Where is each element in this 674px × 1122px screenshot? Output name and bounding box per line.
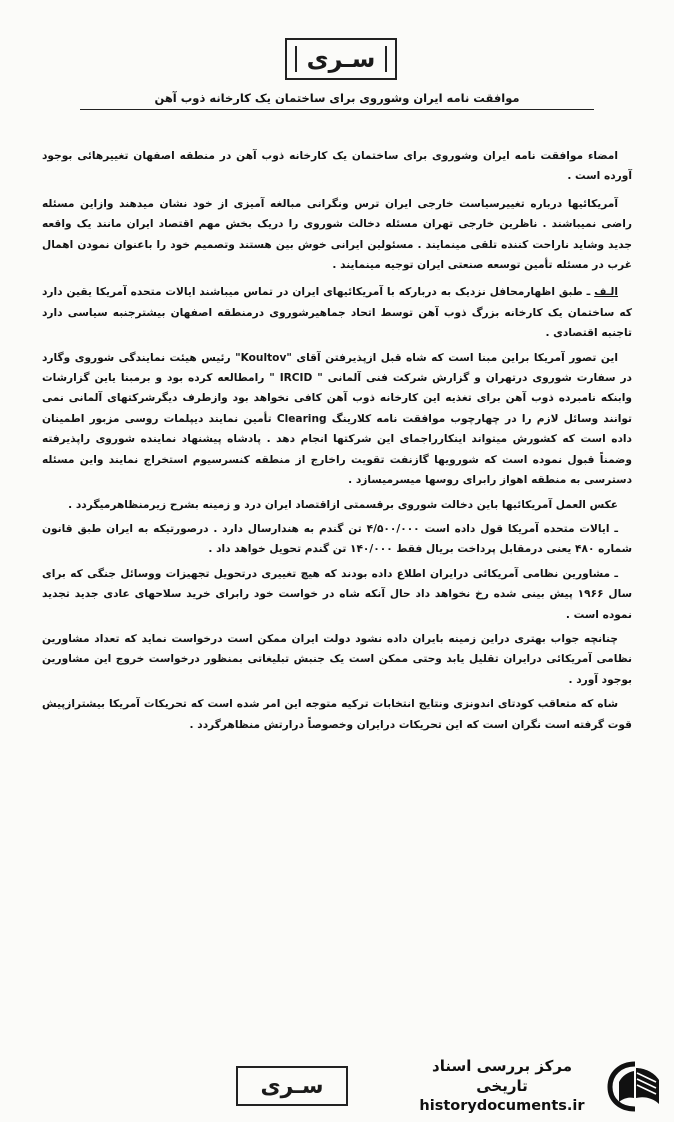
paragraph-2: آمریکائیها درباره تغییرسیاست خارجی ایران ترس ونگرانی مبالغه آمیزی از خود نشان میدهند وازاین مسئله راضی نمیباشند . ناظرین خارجی تهران مسئله دخالت شوروی را دریک بخش مهم اقتصاد ایران مانند یک واقعه جدید وشاید ناراحت کننده تلقی مینمایند . مسئولین ایرانی خوش بین هستند وتصمیم خود را باعنوان نمودن اهمال غرب در مسئله تأمین توسعه صنعتی ایران توجیه مینمایند .	[42, 197, 632, 272]
paragraph-6: ـ ایالات متحده آمریکا قول داده است ۴/۵۰۰/۰۰۰ تن گندم به هندارسال دارد . درصورتیکه به ایران طبق قانون شماره ۴۸۰ یعنی درمقابل پرداخت بریال فقط ۱۴۰/۰۰۰ تن گندم تحویل خواهد داد .	[42, 522, 632, 556]
logo-persian-name: مرکز بررسی اسناد تاریخی	[432, 1057, 572, 1095]
logo-text	[404, 1056, 600, 1116]
paragraph-1: امضاء موافقت نامه ایران وشوروی برای ساختمان یک کارخانه ذوب آهن در منطقه اصفهان تغییرهائی بوجود آورده است .	[42, 150, 632, 183]
paragraph-5: عکس العمل آمریکائیها باین دخالت شوروی برقسمتی ازاقتصاد ایران درد و زمینه بشرح زیرمنظاهرمیگردد .	[68, 498, 618, 511]
document-body	[42, 146, 632, 739]
paragraph-9: شاه که متعاقب کودتای اندونزی ونتایج انتخابات ترکیه متوجه این امر شده است که تحریکات آمریکا بیشترازپیش قوت گرفته است نگران است که این تحریکات درایران وخصوصاً درارتش منظاهرگردد .	[42, 698, 632, 731]
classification-stamp-top: سـری	[285, 38, 397, 80]
paragraph-8: چنانچه جواب بهتری دراین زمینه بایران داده نشود دولت ایران ممکن است درخواست نماید که تعداد مشاورین نظامی آمریکائی درایران تقلیل یابد وحتی ممکن است یک جنبش تبلیغاتی بمنظور درخواست خروج این مشاورین بوجود آورد .	[42, 632, 632, 686]
classification-stamp-bottom: سـری	[236, 1066, 348, 1106]
enumeration-lead-word: الـف	[594, 286, 618, 299]
book-icon	[606, 1060, 664, 1112]
paragraph-3: الـف ـ طبق اظهارمحافل نزدیک به دربارکه با آمریکائیهای ایران در تماس میباشند ایالات متحده آمریکا یقین دارد که ساختمان یک کارخانه بزرگ ذوب آهن توسط اتحاد جماهیرشوروی درمنطقه اصفهان بیشترجنبه سیاسی دارد تاجنبه اقتصادی .	[42, 286, 632, 340]
paragraph-4: این تصور آمریکا براین مبنا است که شاه قبل ازپذیرفتن آقای "Koultov" رئیس هیئت نمایندگی شوروی وگارد در سفارت شوروی درتهران و گزارش شرکت فنی آلمانی " IRCID " رامطالعه کرده بود و برمبنا یاین گزارشات وابنکه نامبرده ذوب آهن برای تغذیه این کارخانه ذوب آهن کافی نخواهد بود وازطرف دیگرشرکتهای آلمانی نمی توانند وسائل لازم را در چهارچوب موافقت نامه کلارینگ Clearing تأمین نمایند دیپلمات روسی مزبور اطمینان داده است که کشورش میتواند اینکارراجمای این شرکتها انجام دهد . پادشاه پیشنهاد نماینده شوروی راپذیرفته وضمناً قبول نموده است که شورویها گازنفت تقویت راخارج از منطقه کنسرسیوم استخراج نمایند واین مسئله دسترسی به منطقه اهواز رابرای روسها میسرمیسازد .	[42, 351, 632, 487]
archive-logo	[404, 1058, 666, 1114]
paragraph-7: ـ مشاورین نظامی آمریکائی درایران اطلاع داده بودند که هیچ تغییری درتحویل تجهیزات ووسائل جنگی که برای سال ۱۹۶۶ پیش بینی شده رخ نخواهد داد حال آنکه شاه در خواست خود رابرای خرید سلاحهای عادی جدید تجدید نموده است .	[42, 567, 632, 621]
document-title: موافقت نامه ایران وشوروی برای ساختمان یک کارخانه ذوب آهن	[80, 90, 594, 110]
logo-website: historydocuments.ir	[419, 1098, 585, 1114]
